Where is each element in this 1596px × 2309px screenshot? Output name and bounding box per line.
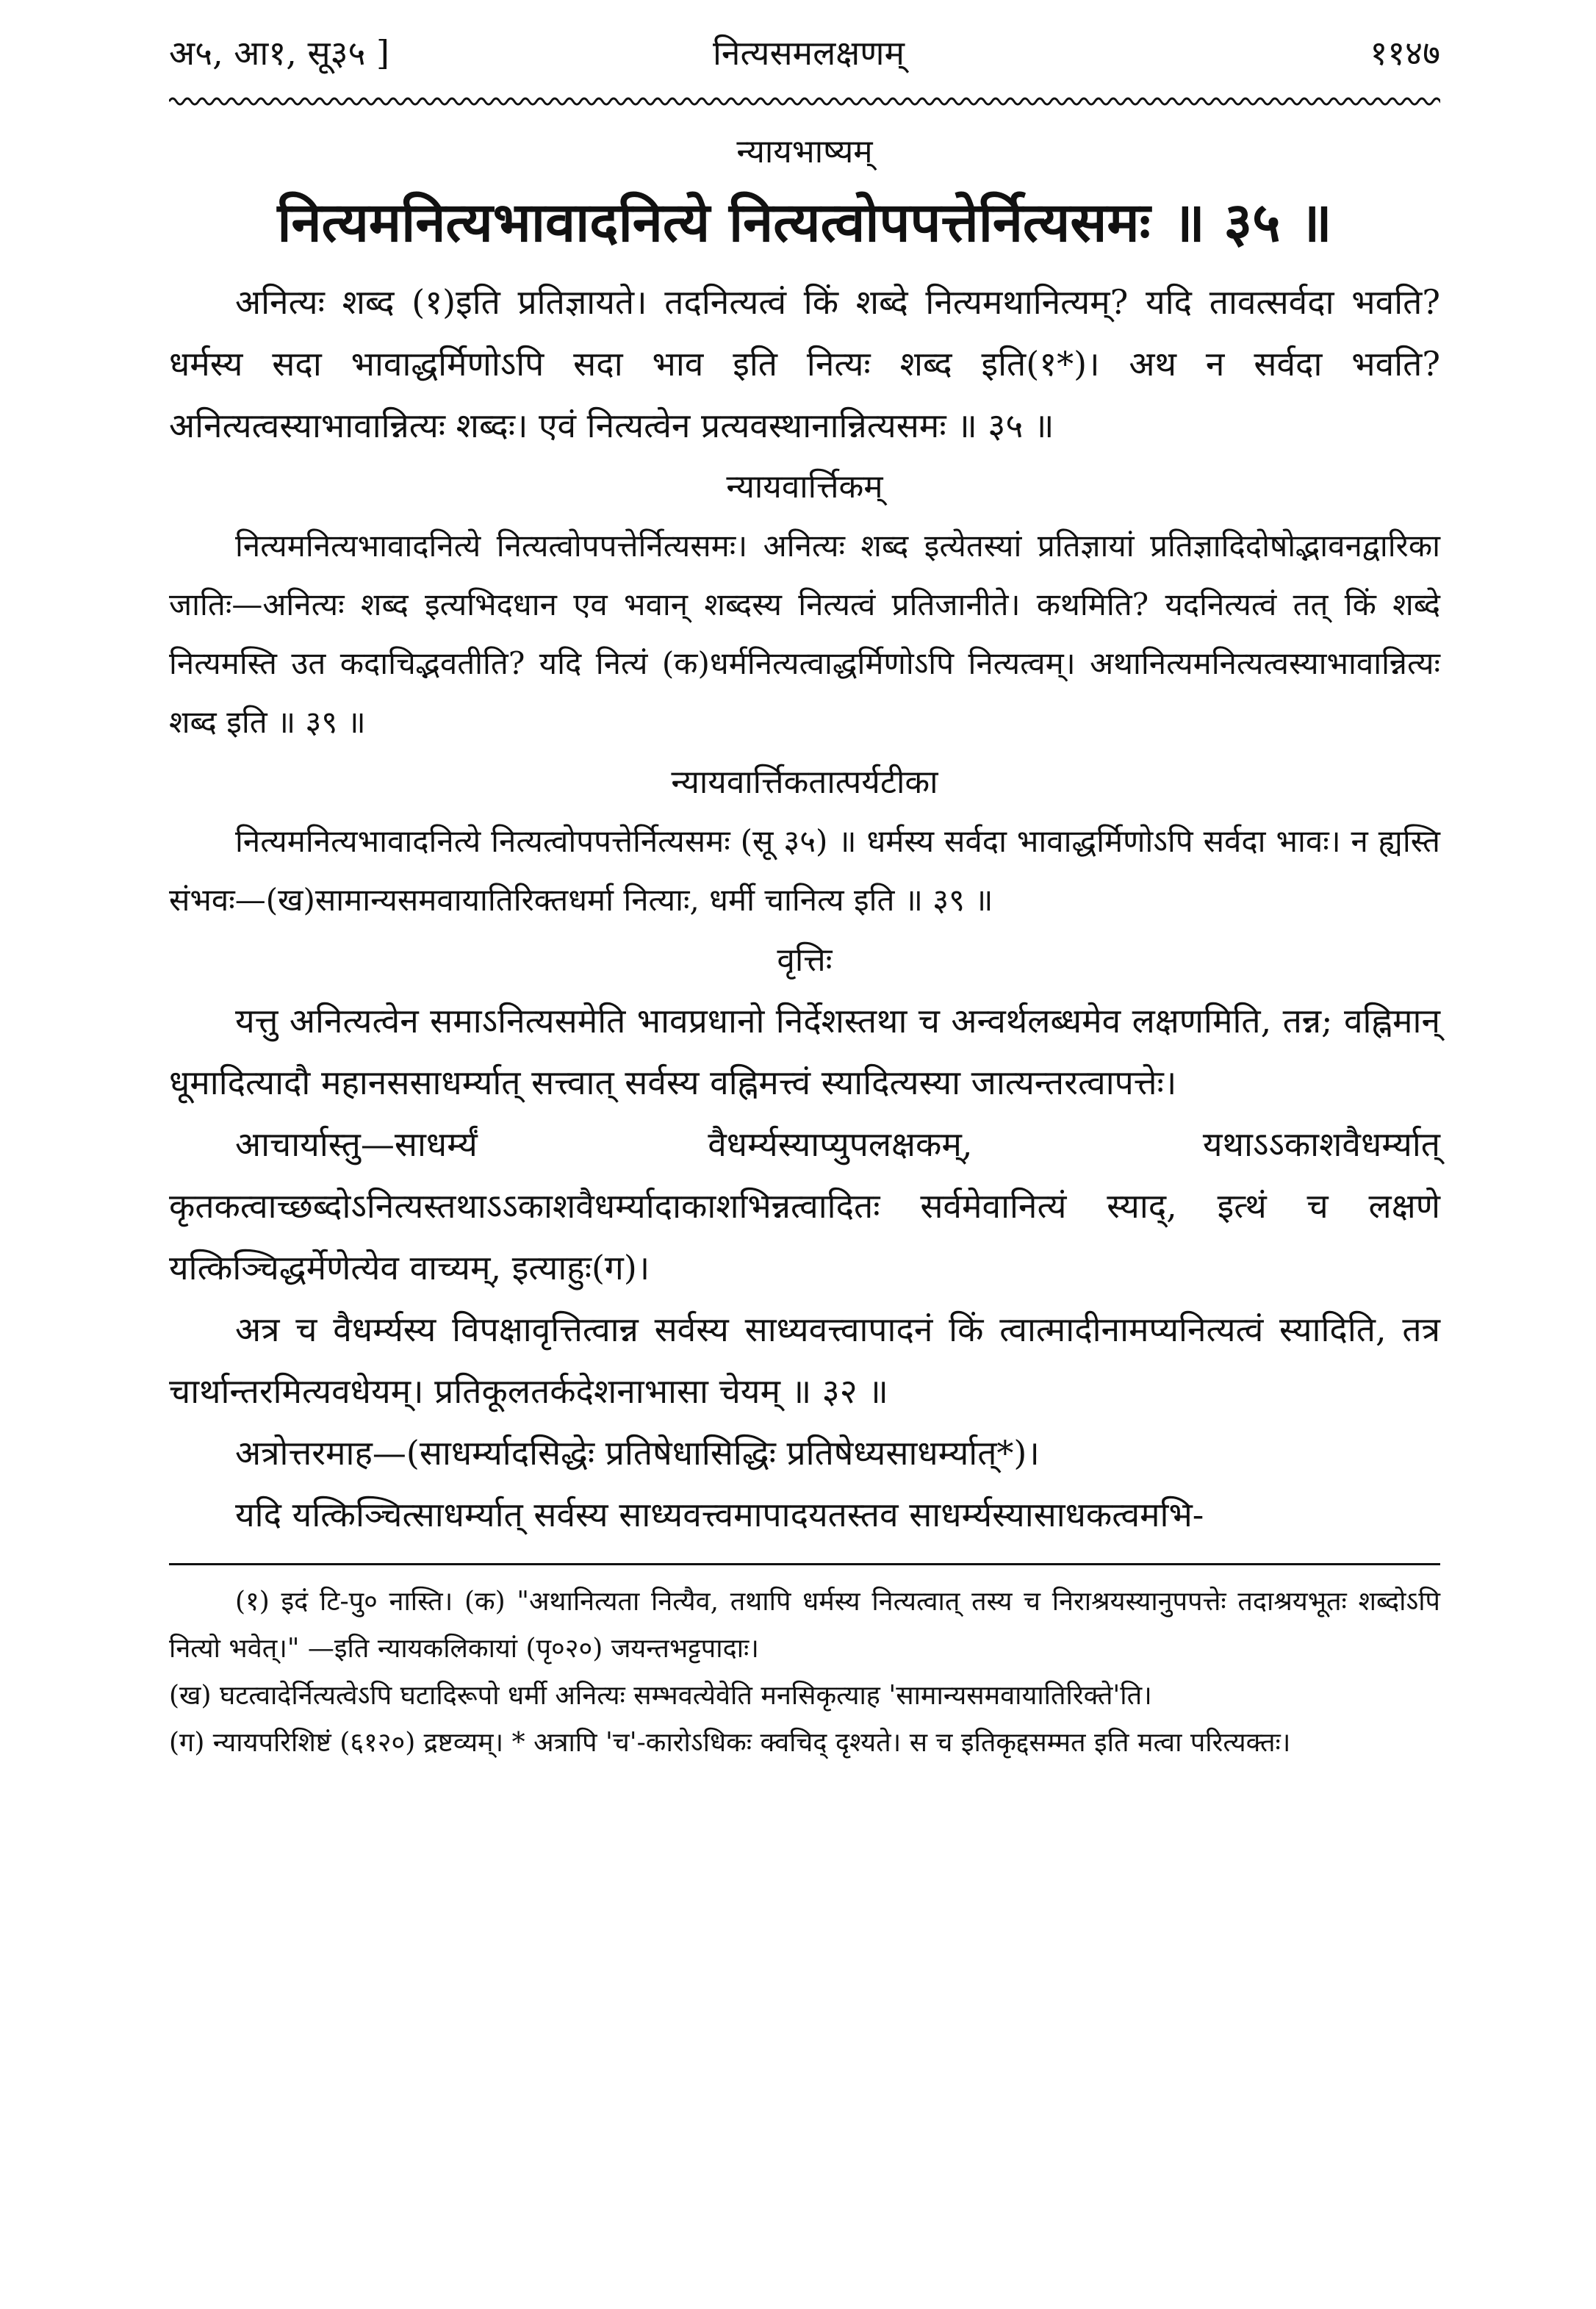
sutra-line: [169, 182, 1440, 264]
sutra-number: ॥ ३५ ॥: [1172, 191, 1332, 254]
tika-paragraph: नित्यमनित्यभावादनित्ये नित्यत्वोपपत्तेर्नित्यसमः (सू ३५) ॥ धर्मस्य सर्वदा भावाद्धर्मिणोऽपि सर्वदा भावः। न ह्यस्ति संभवः—(ख)सामान्यसमवायातिरिक्तधर्मा नित्याः, धर्मी चानित्य इति ॥ ३९ ॥: [169, 823, 1440, 918]
footnote-3: (ग) न्यायपरिशिष्टं (६१२०) द्रष्टव्यम्। * अत्रापि 'च'-कारोऽधिकः क्वचिद् दृश्यते। स च इतिकृद्दसम्मत इति मत्वा परित्यक्तः।: [169, 1728, 1291, 1758]
running-header: [169, 29, 1440, 81]
page-body: [169, 121, 1440, 1767]
vartika-paragraph: नित्यमनित्यभावादनित्ये नित्यत्वोपपत्तेर्नित्यसमः। अनित्यः शब्द इत्येतस्यां प्रतिज्ञायां प्रतिज्ञादिदोषोद्भावनद्वारिका जातिः—अनित्यः शब्द इत्यभिदधान एव भवान् शब्दस्य नित्यत्वं प्रतिजानीते। कथमिति? यदनित्यत्वं तत् किं शब्दे नित्यमस्ति उत कदाचिद्भवतीति? यदि नित्यं (क)धर्मनित्यत्वाद्धर्मिणोऽपि नित्यत्वम्। अथानित्यमनित्यत्वस्याभावान्नित्यः शब्द इति ॥ ३९ ॥: [169, 528, 1440, 740]
vritti-paragraph-4: अत्रोत्तरमाह—(साधर्म्यादसिद्धेः प्रतिषेधासिद्धिः प्रतिषेध्यसाधर्म्यात्*)।: [235, 1433, 1040, 1473]
running-title: नित्यसमलक्षणम्: [713, 33, 905, 73]
tika-heading: न्यायवार्त्तिकतात्पर्यटीका: [671, 764, 938, 801]
section-reference: अ५, आ१, सू३५ ]: [169, 33, 389, 73]
vartika-heading: न्यायवार्त्तिकम्: [726, 468, 883, 506]
bhashya-heading: न्यायभाष्यम्: [736, 133, 873, 170]
vritti-paragraph-5: यदि यत्किञ्चित्साधर्म्यात् सर्वस्य साध्यवत्त्वमापादयतस्तव साधर्म्यस्यासाधकत्वमभि-: [235, 1495, 1204, 1534]
bhashya-paragraph: अनित्यः शब्द (१)इति प्रतिज्ञायते। तदनित्यत्वं किं शब्दे नित्यमथानित्यम्? यदि तावत्सर्वदा भवति? धर्मस्य सदा भावाद्धर्मिणोऽपि सदा भाव इति नित्यः शब्द इति(१*)। अथ न सर्वदा भवति? अनित्यत्वस्याभावान्नित्यः शब्दः। एवं नित्यत्वेन प्रत्यवस्थानान्नित्यसमः ॥ ३५ ॥: [169, 282, 1440, 445]
vritti-paragraph-2: आचार्यास्तु—साधर्म्यं वैधर्म्यस्याप्युपलक्षकम्, यथाऽऽकाशवैधर्म्यात् कृतकत्वाच्छब्दोऽनित्यस्तथाऽऽकाशवैधर्म्यादाकाशभिन्नत्वादितः सर्वमेवानित्यं स्याद्, इत्थं च लक्षणे यत्किञ्चिद्धर्मेणेत्येव वाच्यम्, इत्याहुः(ग)।: [169, 1124, 1440, 1288]
footnote-1: (१) इदं टि-पु० नास्ति। (क) "अथानित्यता नित्यैव, तथापि धर्मस्य नित्यत्वात् तस्य च निराश्रयस्यानुपपत्तेः तदाश्रयभूतः शब्दोऽपि नित्यो भवेत्।" —इति न्यायकलिकायां (पृ०२०) जयन्तभट्टपादाः।: [169, 1587, 1440, 1664]
vritti-paragraph-3: अत्र च वैधर्म्यस्य विपक्षावृत्तित्वान्न सर्वस्य साध्यवत्त्वापादनं किं त्वात्मादीनामप्यनित्यत्वं स्यादिति, तत्र चार्थान्तरमित्यवधेयम्। प्रतिकूलतर्कदेशनाभासा चेयम् ॥ ३२ ॥: [169, 1310, 1440, 1411]
footnote-2: (ख) घटत्वादेर्नित्यत्वेऽपि घटादिरूपो धर्मी अनित्यः सम्भवत्येवेति मनसिकृत्याह 'सामान्यसमवायातिरिक्ते'ति।: [169, 1681, 1152, 1711]
footnotes: [169, 1579, 1440, 1767]
wavy-rule-divider: [169, 93, 1440, 110]
page-number: ११४७: [1370, 33, 1440, 73]
vritti-paragraph-1: यत्तु अनित्यत्वेन समाऽनित्यसमेति भावप्रधानो निर्देशस्तथा च अन्वर्थलब्धमेव लक्षणमिति, तन्न; वह्निमान् धूमादित्यादौ महानससाधर्म्यात् सत्त्वात् सर्वस्य वह्निमत्त्वं स्यादित्यस्या जात्यन्तरत्वापत्तेः।: [169, 1001, 1440, 1102]
footnote-rule: [169, 1563, 1440, 1565]
sutra-text: नित्यमनित्यभावादनित्ये नित्यत्वोपपत्तेर्नित्यसमः: [277, 191, 1151, 254]
vritti-heading: वृत्तिः: [777, 941, 833, 979]
